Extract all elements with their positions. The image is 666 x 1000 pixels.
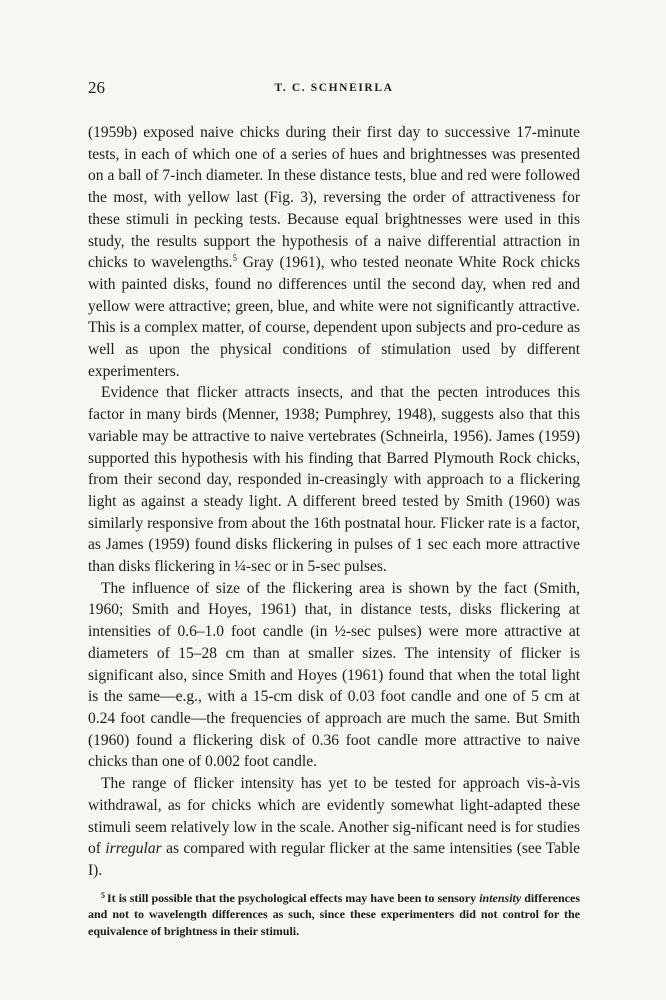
running-head bbox=[88, 78, 580, 104]
running-head-author: T. C. SCHNEIRLA bbox=[274, 82, 394, 94]
paragraph-3: The influence of size of the flickering area is shown by the fact (Smith, 1960; Smith and Hoyes, 1961) that, in distance tests, disks flickering at intensities of 0.6–1.0 foot candle (in ½-sec pulses) were more attractive at diameters of 15–28 cm than at smaller sizes. The intensity of flicker is significant also, since Smith and Hoyes (1961) found that when the total light is the same—e.g., with a 15-cm disk of 0.03 foot candle and one of 5 cm at 0.24 foot candle—the frequencies of approach are much the same. But Smith (1960) found a flickering disk of 0.36 foot candle more attractive to naive chicks than one of 0.002 foot candle. bbox=[88, 579, 581, 771]
footnote: $^5$ It is still possible that the psychological effects may have been to sensory intensity differences and not to wavelength differences as such, since these experimenters did not control for the equivalence of brightness in their stimuli. bbox=[88, 890, 581, 938]
page-number: 26 bbox=[88, 78, 105, 97]
paragraph-1: (1959b) exposed naive chicks during their first day to successive 17-minute tests, in each of which one of a series of hues and brightnesses was presented on a ball of 7-inch diameter. In these distance tests, blue and red were followed the most, with yellow last (Fig. 3), reversing the order of attractiveness for these stimuli in pecking tests. Because equal brightnesses were used in this study, the results support the hypothesis of a naive differential attraction in chicks to wavelengths.$^5$ Gray (1961), who tested neonate White Rock chicks with painted disks, found no differences until the second day, when red and yellow were attractive; green, blue, and white were not significantly attractive. This is a complex matter, of course, dependent upon subjects and pro-cedure as well as upon the physical conditions of stimulation used by different experimenters. bbox=[88, 124, 581, 380]
page bbox=[88, 78, 580, 939]
footnote-number: 5 bbox=[101, 890, 105, 900]
footnote-emphasis: intensity bbox=[479, 890, 522, 905]
footnote-reference: 5 bbox=[232, 253, 237, 264]
paragraph-2: Evidence that flicker attracts insects, and that the pecten introduces this factor in many birds (Menner, 1938; Pumphrey, 1948), suggests also that this variable may be attractive to naive vertebrates (Schneirla, 1956). James (1959) supported this hypothesis with his finding that Barred Plymouth Rock chicks, from their second day, responded in-creasingly with approach to a flickering light as against a steady light. A different breed tested by Smith (1960) was similarly responsive from about the 16th postnatal hour. Flicker rate is a factor, as James (1959) found disks flickering in pulses of 1 sec each more attractive than disks flickering in ¼-sec or in 5-sec pulses. bbox=[88, 384, 581, 576]
paragraph-4: The range of flicker intensity has yet to be tested for approach vis-à-vis withdrawal, as for chicks which are evidently somewhat light-adapted these stimuli seem relatively low in the scale. Another sig-nificant need is for studies of irregular as compared with regular flicker at the same intensities (see Table I). bbox=[88, 775, 581, 879]
emphasis-irregular: irregular bbox=[105, 840, 162, 858]
body-text bbox=[88, 122, 580, 882]
